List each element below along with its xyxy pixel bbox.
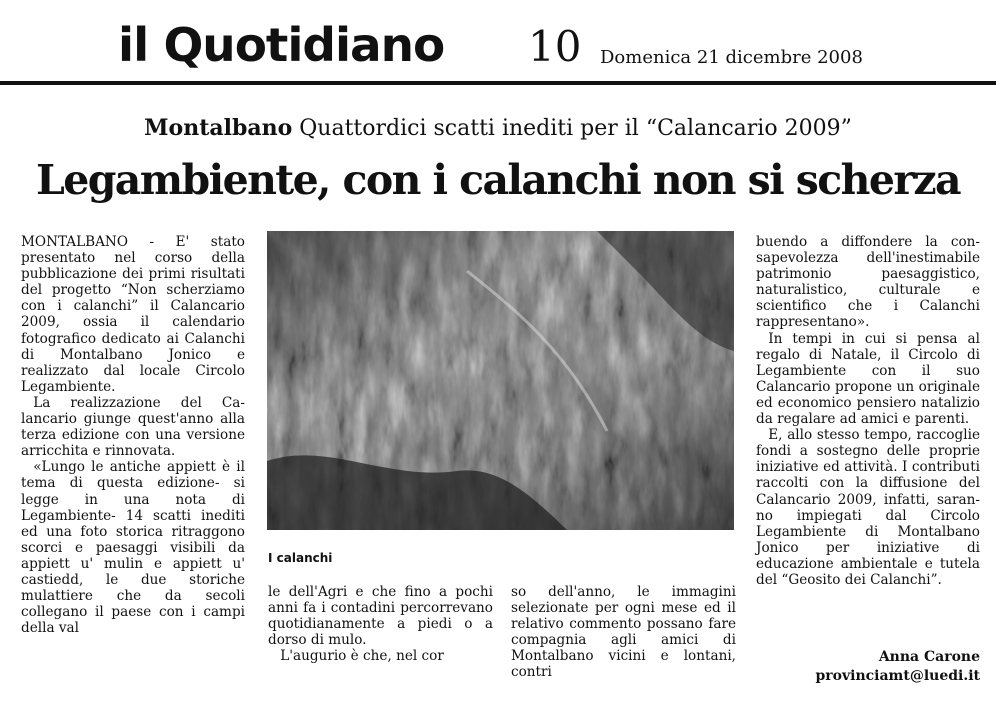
author-email: provinciamt@luedi.it [815, 668, 980, 684]
calanchi-photo [267, 231, 734, 530]
paragraph: MONTALBANO - E' stato presentato nel corso della pubblicazione dei primi risultati del progetto “Non scherziamo con i calanchi” il Calancario 2009, ossia il calendario fotografico dedicato ai Calanchi di Montalbano Jonico e realizzato dal locale Circolo Legambiente. [21, 234, 245, 395]
issue-date: Domenica 21 dicembre 2008 [600, 47, 863, 68]
article-column-3 [511, 584, 736, 681]
byline [816, 648, 981, 686]
kicker-text: Quattordici scatti inediti per il “Calancario 2009” [292, 116, 852, 141]
kicker-place: Montalbano [144, 115, 293, 141]
paragraph: In tempi in cui si pensa al regalo di Natale, il Circolo di Legambiente con il suo Calancario propone un originale ed economico pensiero natalizio da regalare ad amici e parenti. [756, 330, 980, 428]
newspaper-logo: il Quotidiano [118, 18, 445, 72]
paragraph: buendo a diffondere la consapevolezza dell'inestimabile patrimonio paesaggistico, naturalistico, culturale e scientifico che i Calanchi rappresentano». [756, 234, 980, 331]
masthead-rule [0, 81, 996, 85]
paragraph: «Lungo le antiche appiett è il tema di questa edizione- si legge in una nota di Legambiente- 14 scatti inediti ed una foto storica ritraggono scorci e paesaggi visibili da appiett u' mulin e appiett u' castiedd, le due storiche mulattiere che da secoli collegano il paese con i campi della val [21, 459, 245, 637]
photo-caption: I calanchi [268, 551, 333, 565]
article-column-1 [21, 234, 245, 636]
article-column-2 [268, 584, 493, 664]
page-number: 10 [528, 22, 582, 71]
author-name: Anna Carone [878, 649, 980, 665]
paragraph: le dell'Agri e che fino a pochi anni fa i contadini percorrevano quotidianamente a piedi o a dorso di mulo. [268, 584, 493, 649]
paragraph: E, allo stesso tempo, raccoglie fondi a sostegno delle proprie iniziative ed attività. I contributi raccolti con la diffusione del Calancario 2009, infatti, saranno impiegati dal Circolo Legambiente di Montalbano Jonico per iniziative di educazione ambientale e tutela del “Geosito dei Calanchi”. [756, 427, 980, 588]
paragraph: so dell'anno, le immagini selezionate per ogni mese ed il relativo commento possano fare compagnia agli amici di Montalbano vicini e lontani, contri [511, 584, 736, 681]
article-column-4 [756, 234, 980, 588]
paragraph: L'augurio è che, nel cor [280, 648, 444, 665]
paragraph: La realizzazione del Calancario giunge quest'anno alla terza edizione con una versione arricchita e rinnovata. [21, 394, 245, 460]
article-headline: Legambiente, con i calanchi non si scherza [36, 156, 960, 204]
article-kicker [0, 114, 996, 143]
